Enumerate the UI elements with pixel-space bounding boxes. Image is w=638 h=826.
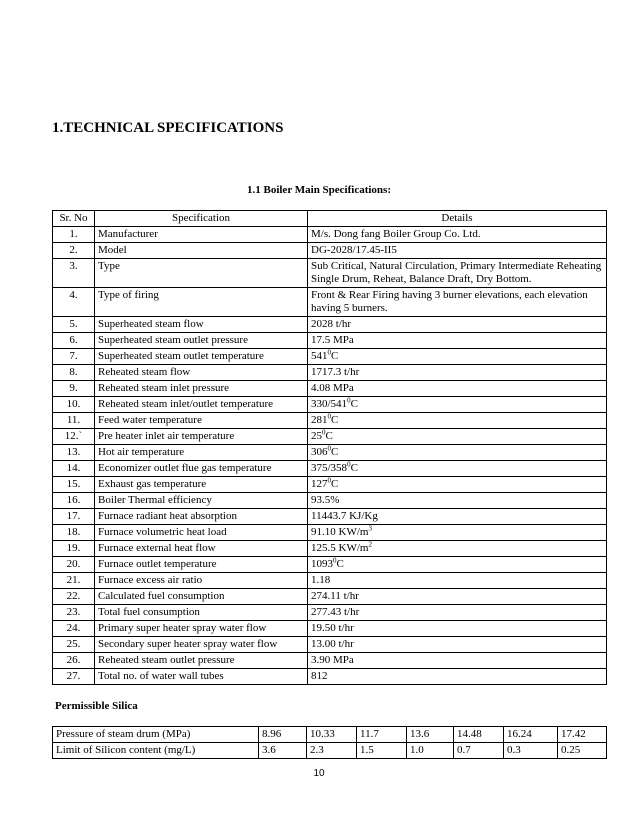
cell-sr-no: 5.: [53, 317, 95, 333]
table-row: [53, 509, 607, 525]
cell-sr-no: 25.: [53, 637, 95, 653]
detail-superscript: 0: [327, 476, 331, 485]
cell-sr-no: 1.: [53, 227, 95, 243]
cell-details: Front & Rear Firing having 3 burner elevations, each elevation having 5 burners.: [308, 288, 607, 317]
silica-value: 8.96: [259, 727, 307, 743]
cell-details: [308, 541, 607, 557]
table-row: [53, 573, 607, 589]
cell-details: 274.11 t/hr: [308, 589, 607, 605]
table-row: [53, 541, 607, 557]
silica-value: 10.33: [307, 727, 357, 743]
silica-value: 2.3: [307, 743, 357, 759]
cell-sr-no: 13.: [53, 445, 95, 461]
detail-superscript: 0: [347, 396, 351, 405]
table-row: [53, 227, 607, 243]
detail-unit: C: [331, 414, 339, 426]
silica-value: 14.48: [454, 727, 504, 743]
cell-specification: Secondary super heater spray water flow: [95, 637, 308, 653]
cell-sr-no: 6.: [53, 333, 95, 349]
table-row: [53, 477, 607, 493]
header-sr-no: Sr. No: [53, 211, 95, 227]
silica-row-label: Pressure of steam drum (MPa): [53, 727, 259, 743]
cell-details: [308, 349, 607, 365]
table-row: [53, 397, 607, 413]
table-body: [53, 227, 607, 685]
cell-specification: Reheated steam flow: [95, 365, 308, 381]
cell-details: [308, 413, 607, 429]
detail-superscript: 0: [347, 460, 351, 469]
detail-value: 127: [311, 478, 328, 490]
page-number: 10: [313, 768, 325, 779]
table-header-row: [53, 211, 607, 227]
silica-value: 3.6: [259, 743, 307, 759]
silica-value: 11.7: [357, 727, 407, 743]
cell-specification: Manufacturer: [95, 227, 308, 243]
silica-row: [53, 743, 607, 759]
cell-specification: Furnace volumetric heat load: [95, 525, 308, 541]
silica-value: 13.6: [407, 727, 454, 743]
cell-sr-no: 4.: [53, 288, 95, 317]
table-row: [53, 653, 607, 669]
cell-sr-no: 14.: [53, 461, 95, 477]
cell-specification: Reheated steam outlet pressure: [95, 653, 308, 669]
permissible-silica-table: [52, 726, 607, 759]
cell-sr-no: 9.: [53, 381, 95, 397]
cell-sr-no: 19.: [53, 541, 95, 557]
detail-unit: C: [325, 430, 333, 442]
cell-specification: Reheated steam inlet pressure: [95, 381, 308, 397]
cell-specification: Furnace outlet temperature: [95, 557, 308, 573]
cell-sr-no: 21.: [53, 573, 95, 589]
cell-details: 277.43 t/hr: [308, 605, 607, 621]
cell-specification: Total fuel consumption: [95, 605, 308, 621]
detail-value: 541: [311, 350, 328, 362]
cell-sr-no: 18.: [53, 525, 95, 541]
silica-value: 17.42: [558, 727, 607, 743]
cell-specification: Reheated steam inlet/outlet temperature: [95, 397, 308, 413]
detail-unit: C: [350, 398, 358, 410]
cell-sr-no: 22.: [53, 589, 95, 605]
table-row: [53, 333, 607, 349]
cell-specification: Type of firing: [95, 288, 308, 317]
cell-details: 812: [308, 669, 607, 685]
cell-sr-no: 26.: [53, 653, 95, 669]
cell-sr-no: 16.: [53, 493, 95, 509]
table-row: [53, 493, 607, 509]
table-row: [53, 621, 607, 637]
cell-sr-no: 10.: [53, 397, 95, 413]
cell-specification: Furnace radiant heat absorption: [95, 509, 308, 525]
section-heading: 1.TECHNICAL SPECIFICATIONS: [52, 120, 284, 136]
table-row: [53, 413, 607, 429]
cell-details: [308, 557, 607, 573]
silica-table-body: [53, 727, 607, 759]
boiler-specifications-table: [52, 210, 607, 685]
table-row: [53, 557, 607, 573]
cell-sr-no: 17.: [53, 509, 95, 525]
table-row: [53, 605, 607, 621]
table-row: [53, 637, 607, 653]
cell-specification: Feed water temperature: [95, 413, 308, 429]
cell-specification: Furnace external heat flow: [95, 541, 308, 557]
cell-sr-no: 20.: [53, 557, 95, 573]
detail-value: 25: [311, 430, 322, 442]
cell-details: 3.90 MPa: [308, 653, 607, 669]
table-row: [53, 243, 607, 259]
header-specification: Specification: [95, 211, 308, 227]
table-row: [53, 349, 607, 365]
cell-specification: Economizer outlet flue gas temperature: [95, 461, 308, 477]
cell-specification: Model: [95, 243, 308, 259]
cell-details: [308, 477, 607, 493]
detail-value: 306: [311, 446, 328, 458]
table-row: [53, 669, 607, 685]
cell-details: 2028 t/hr: [308, 317, 607, 333]
detail-value: 125.5 KW/m: [311, 542, 369, 554]
cell-specification: Pre heater inlet air temperature: [95, 429, 308, 445]
cell-details: 93.5%: [308, 493, 607, 509]
cell-specification: Total no. of water wall tubes: [95, 669, 308, 685]
table-row: [53, 381, 607, 397]
cell-details: [308, 397, 607, 413]
cell-details: [308, 525, 607, 541]
detail-unit: C: [336, 558, 344, 570]
table-row: [53, 525, 607, 541]
cell-details: 11443.7 KJ/Kg: [308, 509, 607, 525]
detail-value: 1093: [311, 558, 333, 570]
detail-unit: C: [350, 462, 358, 474]
cell-sr-no: 24.: [53, 621, 95, 637]
silica-row-label: Limit of Silicon content (mg/L): [53, 743, 259, 759]
cell-details: Sub Critical, Natural Circulation, Primary Intermediate Reheating Single Drum, Reheat, Balance Draft, Dry Bottom.: [308, 259, 607, 288]
table-row: [53, 461, 607, 477]
silica-value: 16.24: [504, 727, 558, 743]
cell-details: [308, 461, 607, 477]
cell-specification: Boiler Thermal efficiency: [95, 493, 308, 509]
cell-specification: Type: [95, 259, 308, 288]
cell-sr-no: 15.: [53, 477, 95, 493]
detail-superscript: 0: [322, 428, 326, 437]
table-row: [53, 429, 607, 445]
detail-value: 281: [311, 414, 328, 426]
cell-sr-no: 8.: [53, 365, 95, 381]
cell-details: DG-2028/17.45-II5: [308, 243, 607, 259]
table-row: [53, 317, 607, 333]
cell-details: 13.00 t/hr: [308, 637, 607, 653]
cell-specification: Calculated fuel consumption: [95, 589, 308, 605]
detail-value: 330/541: [311, 398, 348, 410]
cell-sr-no: 7.: [53, 349, 95, 365]
detail-superscript: 0: [333, 556, 337, 565]
cell-sr-no: 2.: [53, 243, 95, 259]
detail-superscript: 0: [327, 412, 331, 421]
detail-unit: C: [331, 350, 339, 362]
detail-unit: C: [331, 446, 339, 458]
silica-row: [53, 727, 607, 743]
cell-details: [308, 445, 607, 461]
cell-details: 1.18: [308, 573, 607, 589]
silica-value: 0.7: [454, 743, 504, 759]
detail-superscript: 0: [327, 348, 331, 357]
detail-value: 375/358: [311, 462, 348, 474]
silica-value: 0.3: [504, 743, 558, 759]
silica-value: 0.25: [558, 743, 607, 759]
subsection-heading: 1.1 Boiler Main Specifications:: [246, 184, 391, 196]
detail-superscript: 0: [327, 444, 331, 453]
cell-sr-no: 11.: [53, 413, 95, 429]
cell-sr-no: 23.: [53, 605, 95, 621]
cell-specification: Primary super heater spray water flow: [95, 621, 308, 637]
cell-specification: Furnace excess air ratio: [95, 573, 308, 589]
table-row: [53, 589, 607, 605]
table-row: [53, 259, 607, 288]
silica-value: 1.5: [357, 743, 407, 759]
cell-details: 4.08 MPa: [308, 381, 607, 397]
cell-sr-no: 3.: [53, 259, 95, 288]
silica-value: 1.0: [407, 743, 454, 759]
cell-specification: Superheated steam outlet temperature: [95, 349, 308, 365]
cell-details: M/s. Dong fang Boiler Group Co. Ltd.: [308, 227, 607, 243]
detail-unit: C: [331, 478, 339, 490]
table-row: [53, 288, 607, 317]
table-row: [53, 365, 607, 381]
cell-specification: Superheated steam outlet pressure: [95, 333, 308, 349]
cell-details: [308, 429, 607, 445]
detail-superscript: 2: [368, 540, 372, 549]
detail-superscript: 3: [368, 524, 372, 533]
table-row: [53, 445, 607, 461]
cell-specification: Superheated steam flow: [95, 317, 308, 333]
cell-specification: Exhaust gas temperature: [95, 477, 308, 493]
cell-sr-no: 12.`: [53, 429, 95, 445]
cell-details: 19.50 t/hr: [308, 621, 607, 637]
cell-details: 17.5 MPa: [308, 333, 607, 349]
cell-details: 1717.3 t/hr: [308, 365, 607, 381]
cell-sr-no: 27.: [53, 669, 95, 685]
detail-value: 91.10 KW/m: [311, 526, 369, 538]
header-details: Details: [308, 211, 607, 227]
silica-title: Permissible Silica: [55, 700, 138, 712]
cell-specification: Hot air temperature: [95, 445, 308, 461]
